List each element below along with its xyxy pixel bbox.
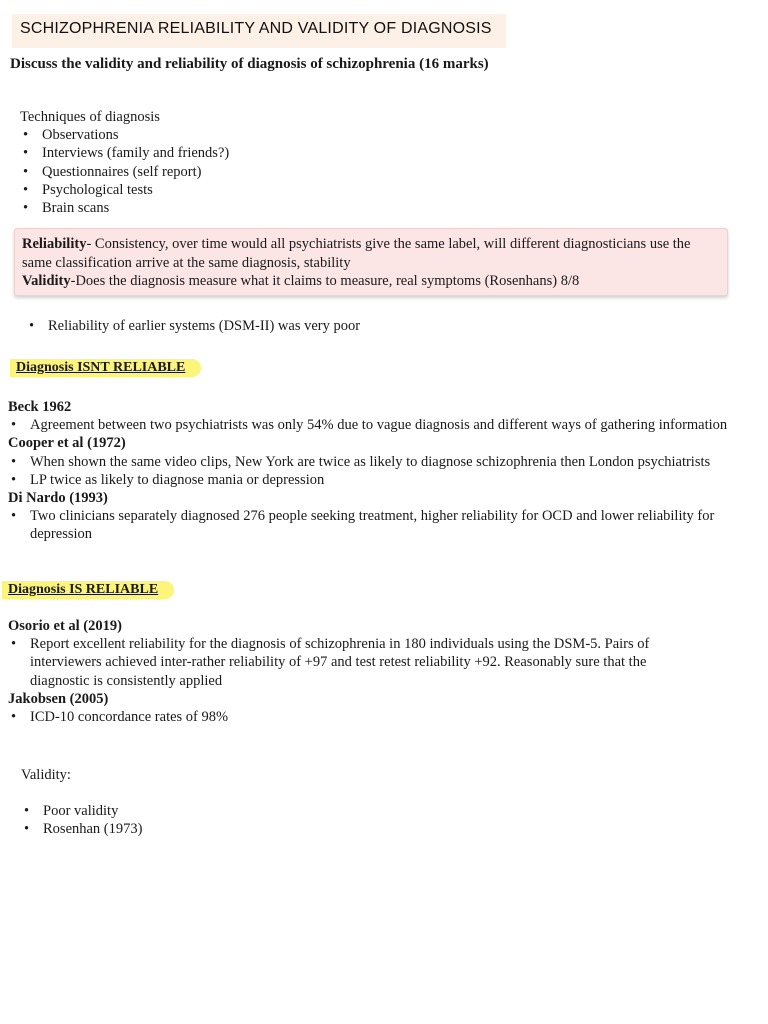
list-item: • Report excellent reliability for the diagnosis of schizophrenia in 180 individuals using the DSM-5. Pairs of interviewers achieved inter-rather reliability of +97 and test retest reliability +92. Reasonably sure that the diagnostic is consistently applied [8,635,698,690]
study-points [8,708,698,726]
list-item: • Agreement between two psychiatrists was only 54% due to vague diagnosis and different ways of gathering information [8,416,736,434]
reliability-definition [22,235,719,272]
is-reliable-heading-wrap [2,580,174,599]
list-item: • Poor validity [21,802,421,820]
techniques-list [20,126,420,217]
list-item: • Two clinicians separately diagnosed 276 people seeking treatment, higher reliability for OCD and lower reliability for depression [8,507,736,543]
reliability-term: Reliability [22,236,87,252]
study-name: Di Nardo (1993) [8,490,108,507]
page-title: SCHIZOPHRENIA RELIABILITY AND VALIDITY OF DIAGNOSIS [20,20,492,37]
list-item: • Interviews (family and friends?) [20,144,420,162]
list-item: • Reliability of earlier systems (DSM-II) was very poor [26,317,626,335]
techniques-heading: Techniques of diagnosis [20,109,160,125]
is-reliable-studies [8,617,698,726]
validity-list [21,802,421,838]
validity-heading: Validity: [21,767,71,783]
exam-question: Discuss the validity and reliability of diagnosis of schizophrenia (16 marks) [10,56,489,72]
list-item: • Observations [20,126,420,144]
study-name: Jakobsen (2005) [8,690,109,707]
list-item: • Brain scans [20,199,420,217]
validity-term: Validity [22,273,71,289]
list-item: • Rosenhan (1973) [21,820,421,838]
list-item: • When shown the same video clips, New York are twice as likely to diagnose schizophrenia then London psychiatrists [8,453,736,471]
list-item: • Psychological tests [20,181,420,199]
study-points [8,416,736,434]
study-name: Cooper et al (1972) [8,435,126,452]
study-name: Osorio et al (2019) [8,618,122,634]
not-reliable-heading-wrap [10,358,201,377]
validity-definition [22,272,719,291]
not-reliable-heading: Diagnosis ISNT RELIABLE [10,359,201,377]
list-item: • Questionnaires (self report) [20,163,420,181]
study-points [8,635,698,690]
page-title-box [12,14,506,48]
validity-text: -Does the diagnosis measure what it claims to measure, real symptoms (Rosenhans) 8/8 [70,273,580,289]
is-reliable-heading: Diagnosis IS RELIABLE [2,581,174,599]
study-points [8,507,736,543]
list-item: • LP twice as likely to diagnose mania or depression [8,471,736,489]
reliability-text: - Consistency, over time would all psychiatrists give the same label, will different diagnosticians use the same classification arrive at the same diagnosis, stability [22,236,691,271]
study-name: Beck 1962 [8,399,72,415]
not-reliable-studies [8,398,736,544]
validity-section [21,766,421,839]
earlier-systems-list [26,317,626,335]
techniques-section [20,108,420,217]
study-points [8,453,736,489]
list-item: • ICD-10 concordance rates of 98% [8,708,698,726]
definitions-box [14,228,728,296]
